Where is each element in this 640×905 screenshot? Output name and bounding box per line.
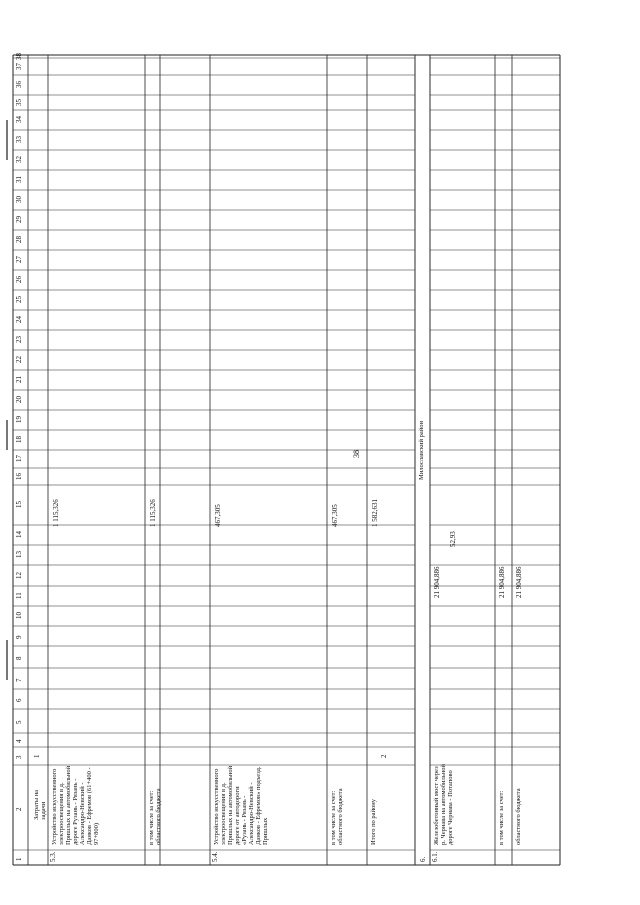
row-title: Устройство искусственного электроосвещения в д. Пришлых на автомобильной дороге от автодороги «Рузань - Рязань - Александро-Невский - Данков - Ефремов» подъезд. Пришлых xyxy=(213,765,269,845)
row-number: 5.4. xyxy=(211,851,219,862)
row-title: областного бюджета xyxy=(515,788,522,845)
header-col3-value: 1 xyxy=(33,754,41,758)
column-number: 2 xyxy=(15,807,23,811)
column-number: 28 xyxy=(15,236,23,243)
column-number: 23 xyxy=(15,336,23,343)
row-number: 5.3. xyxy=(49,851,57,862)
column-number: 7 xyxy=(15,678,23,682)
column-number: 21 xyxy=(15,376,23,383)
column-number: 17 xyxy=(15,455,23,462)
column-number: 6 xyxy=(15,698,23,702)
row-title: Устройство искусственного электроосвещения в д. Пришлых на автомобильной дороге Рузань - Рязань - Александро-Невский - Данков - Ефремов (61+400 - 97+800) xyxy=(51,765,100,845)
column-number: 26 xyxy=(15,276,23,283)
column-number: 31 xyxy=(15,176,23,183)
column-number: 37 xyxy=(15,62,23,70)
cell-col15: 1 582,631 xyxy=(371,499,379,527)
row-number: 6.1. xyxy=(431,851,439,862)
cell-col15: 467,305 xyxy=(214,504,222,527)
cell-col12: 21 904,886 xyxy=(433,566,441,598)
column-number: 25 xyxy=(15,296,23,303)
column-number: 36 xyxy=(15,81,23,88)
page-number: 38 xyxy=(352,450,361,458)
column-number: 4 xyxy=(15,739,23,743)
column-number: 38 xyxy=(15,52,23,60)
column-number: 9 xyxy=(15,635,23,639)
column-number: 24 xyxy=(15,316,23,323)
column-header-expenditure: Затраты на задачи xyxy=(33,789,47,820)
column-number: 10 xyxy=(15,612,23,619)
row-title: Железобетонный мост через р. Чернава на автомобильной дороге Чернава - Потапово xyxy=(433,764,454,845)
column-number: 14 xyxy=(15,531,23,538)
cell-col12: 21 904,886 xyxy=(515,566,523,598)
column-number: 29 xyxy=(15,216,23,223)
column-number: 8 xyxy=(15,656,23,660)
column-number: 27 xyxy=(15,256,23,263)
row-title: в том числе за счет: xyxy=(498,790,505,845)
cell-col15: 467,305 xyxy=(331,504,339,527)
column-number: 19 xyxy=(15,416,23,423)
column-number: 22 xyxy=(15,356,23,363)
column-number: 16 xyxy=(15,472,23,480)
column-number: 34 xyxy=(15,116,23,123)
column-number: 3 xyxy=(15,755,23,759)
column-number: 35 xyxy=(15,98,23,106)
column-number: 1 xyxy=(15,857,23,861)
column-number: 5 xyxy=(15,720,23,724)
cell-col3: 2 xyxy=(380,754,388,758)
row-title: в том числе за счет: областного бюджета xyxy=(148,788,162,845)
column-number: 20 xyxy=(15,396,23,403)
column-number: 30 xyxy=(15,196,23,203)
column-number: 33 xyxy=(15,136,23,143)
column-number: 11 xyxy=(15,592,23,599)
cell-col14: 52,93 xyxy=(449,531,457,547)
column-number: 12 xyxy=(15,571,23,579)
column-number: 13 xyxy=(15,551,23,558)
column-number: 32 xyxy=(15,156,23,163)
cell-col15: 1 115,326 xyxy=(52,499,60,527)
cell-col15: 1 115,326 xyxy=(149,499,157,527)
column-number: 18 xyxy=(15,436,23,443)
column-number: 15 xyxy=(15,501,23,508)
section-title: Милославский район xyxy=(418,421,425,480)
row-title: Итого по району xyxy=(370,798,377,845)
cell-col12: 21 904,886 xyxy=(498,566,506,598)
section-number: 6. xyxy=(419,856,427,862)
row-title: в том числе за счет: областного бюджета xyxy=(330,788,344,845)
